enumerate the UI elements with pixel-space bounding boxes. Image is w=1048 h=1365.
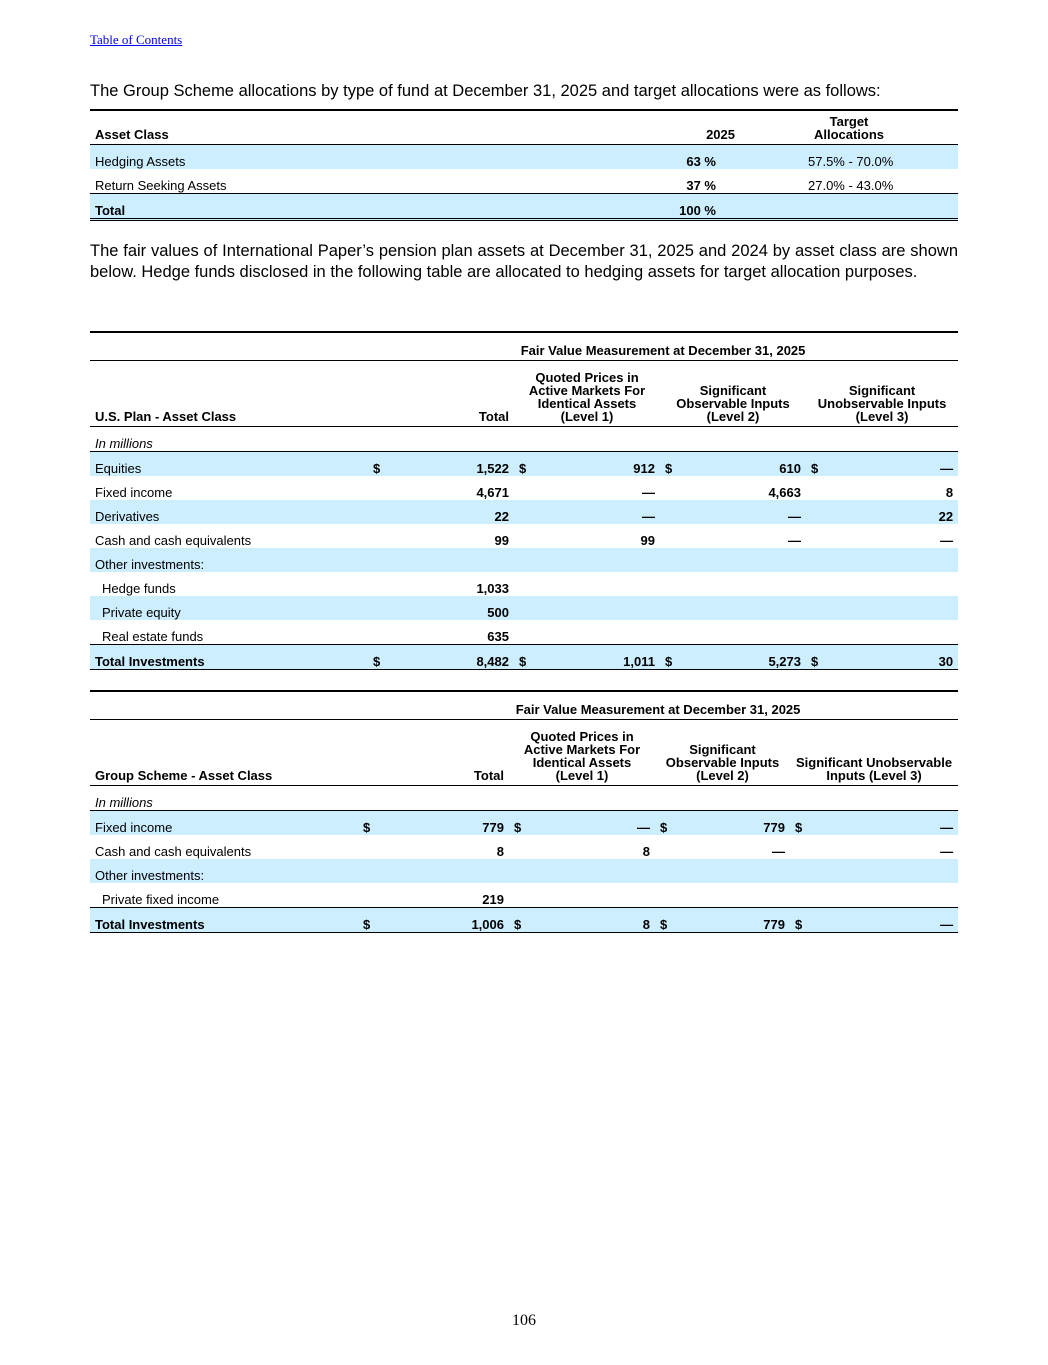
row-value: 8	[945, 485, 954, 500]
row-value: 8	[642, 844, 650, 859]
row-value	[700, 548, 806, 572]
allocation-intro: The Group Scheme allocations by type of fund at December 31, 2025 and target allocations were as follows:	[90, 82, 881, 100]
header-level-3: Significant Unobservable Inputs (Level 3)	[790, 720, 958, 786]
currency-symbol	[514, 476, 554, 500]
currency-symbol	[509, 835, 549, 859]
currency-symbol	[660, 596, 700, 620]
row-value: —	[549, 811, 655, 836]
table-row	[90, 452, 958, 477]
row-value: —	[788, 533, 801, 548]
currency-symbol	[368, 500, 408, 524]
row-value	[695, 883, 790, 908]
currency-symbol	[660, 548, 700, 572]
row-value: 610	[700, 452, 806, 477]
row-label: Private fixed income	[102, 892, 220, 907]
row-label: Cash and cash equivalents	[95, 533, 252, 548]
currency-symbol	[790, 883, 830, 908]
currency-symbol	[806, 548, 846, 572]
currency-symbol	[660, 500, 700, 524]
row-value: 8	[549, 908, 655, 933]
currency-symbol	[368, 572, 408, 596]
currency-symbol	[655, 835, 695, 859]
row-value: —	[830, 908, 958, 933]
units-label: In millions	[90, 786, 958, 811]
currency-symbol	[514, 572, 554, 596]
row-value	[830, 859, 958, 883]
row-value: 5,273	[700, 645, 806, 670]
row-value	[846, 548, 958, 572]
currency-symbol: $	[790, 908, 830, 933]
row-value: 22	[846, 500, 958, 524]
currency-symbol: $	[358, 811, 398, 836]
header-2025: 2025	[630, 110, 740, 145]
row-label: Hedging Assets	[90, 145, 630, 170]
row-value	[554, 620, 660, 645]
row-target-value: 57.5% - 70.0%	[740, 145, 958, 170]
currency-symbol	[655, 883, 695, 908]
header-level-1: Quoted Prices in Active Markets For Identical Assets (Level 1)	[514, 361, 660, 427]
currency-symbol: $	[368, 645, 408, 670]
row-target-value	[740, 194, 958, 220]
currency-symbol: $	[368, 452, 408, 477]
currency-symbol	[358, 883, 398, 908]
table-row	[90, 145, 958, 170]
row-value: 8,482	[408, 645, 514, 670]
currency-symbol	[514, 548, 554, 572]
currency-symbol: $	[806, 452, 846, 477]
row-label: Equities	[90, 452, 368, 477]
currency-symbol	[806, 596, 846, 620]
header-asset-class: U.S. Plan - Asset Class	[90, 361, 368, 427]
row-value: 1,522	[408, 452, 514, 477]
row-value: 779	[398, 811, 509, 836]
row-value	[549, 883, 655, 908]
row-label: Real estate funds	[102, 629, 204, 644]
row-2025-value: 100 %	[630, 194, 740, 220]
table-row	[90, 572, 958, 596]
table-row	[90, 908, 958, 933]
currency-symbol: $	[655, 908, 695, 933]
currency-symbol	[806, 476, 846, 500]
currency-symbol: $	[358, 908, 398, 933]
currency-symbol: $	[514, 645, 554, 670]
row-value: —	[772, 844, 785, 859]
fair-value-intro: The fair values of International Paper’s pension plan assets at December 31, 2025 and 2024 by asset class are shown below. Hedge funds disclosed in the following table are allocated to hedging assets for target allocation purposes.	[90, 242, 958, 281]
currency-symbol: $	[790, 811, 830, 836]
row-label: Total Investments	[90, 645, 368, 670]
header-level-1: Quoted Prices in Active Markets For Identical Assets (Level 1)	[509, 720, 655, 786]
currency-symbol	[655, 859, 695, 883]
row-value	[846, 620, 958, 645]
header-level-3: Significant Unobservable Inputs (Level 3)	[806, 361, 958, 427]
row-value: 1,006	[398, 908, 509, 933]
currency-symbol	[358, 859, 398, 883]
row-value: 779	[695, 908, 790, 933]
currency-symbol	[368, 548, 408, 572]
header-total: Total	[368, 361, 514, 427]
currency-symbol	[660, 524, 700, 548]
currency-symbol	[806, 620, 846, 645]
row-label: Derivatives	[90, 500, 368, 524]
header-asset-class: Asset Class	[90, 110, 630, 145]
currency-symbol: $	[514, 452, 554, 477]
row-value	[700, 620, 806, 645]
currency-symbol	[514, 620, 554, 645]
table-of-contents-link[interactable]: Table of Contents	[90, 32, 183, 47]
currency-symbol: $	[509, 908, 549, 933]
row-value: —	[554, 500, 660, 524]
currency-symbol	[790, 835, 830, 859]
row-value: —	[700, 500, 806, 524]
currency-symbol	[368, 476, 408, 500]
currency-symbol	[514, 524, 554, 548]
currency-symbol	[509, 859, 549, 883]
row-value: 219	[482, 892, 504, 907]
row-2025-value: 63 %	[630, 145, 740, 170]
table-row	[90, 548, 958, 572]
table-row	[90, 596, 958, 620]
row-value: 779	[695, 811, 790, 836]
table-row	[90, 476, 958, 500]
row-value	[846, 572, 958, 596]
page-number: 106	[512, 1312, 536, 1329]
currency-symbol	[509, 883, 549, 908]
row-value	[554, 572, 660, 596]
row-label: Other investments:	[90, 548, 368, 572]
header-level-2: Significant Observable Inputs (Level 2)	[655, 720, 790, 786]
row-value: —	[830, 811, 958, 836]
currency-symbol	[358, 835, 398, 859]
row-label: Return Seeking Assets	[95, 178, 227, 193]
row-label: Total Investments	[90, 908, 358, 933]
row-value	[830, 883, 958, 908]
row-value	[700, 596, 806, 620]
allocation-table	[90, 109, 958, 221]
table-row	[90, 835, 958, 859]
row-label: Hedge funds	[102, 581, 176, 596]
row-value: 99	[494, 533, 509, 548]
currency-symbol	[660, 572, 700, 596]
currency-symbol	[806, 524, 846, 548]
row-value: —	[940, 844, 954, 859]
currency-symbol	[790, 859, 830, 883]
currency-symbol	[368, 620, 408, 645]
currency-symbol: $	[660, 645, 700, 670]
header-asset-class: Group Scheme - Asset Class	[90, 720, 358, 786]
row-value: 22	[408, 500, 514, 524]
row-2025-value: 37 %	[686, 178, 716, 193]
row-label: Fixed income	[95, 485, 173, 500]
row-value: 4,671	[476, 485, 509, 500]
row-value: 4,663	[768, 485, 801, 500]
table-row	[90, 859, 958, 883]
row-label: Private equity	[90, 596, 368, 620]
table-row	[90, 169, 958, 194]
table-row	[90, 524, 958, 548]
row-value: 30	[846, 645, 958, 670]
header-target-allocations: Target Allocations	[740, 110, 958, 145]
table-row	[90, 500, 958, 524]
table-caption: Fair Value Measurement at December 31, 2025	[358, 691, 958, 720]
currency-symbol	[514, 500, 554, 524]
table-row	[90, 883, 958, 908]
currency-symbol: $	[806, 645, 846, 670]
currency-symbol: $	[655, 811, 695, 836]
row-value: 1,033	[476, 581, 509, 596]
table-row	[90, 620, 958, 645]
currency-symbol	[514, 596, 554, 620]
currency-symbol	[806, 572, 846, 596]
row-value: 1,011	[554, 645, 660, 670]
row-value: 635	[487, 629, 509, 644]
row-value: 99	[640, 533, 655, 548]
row-value: 8	[496, 844, 504, 859]
table-row	[90, 645, 958, 670]
row-value	[554, 596, 660, 620]
row-value	[695, 859, 790, 883]
row-value	[549, 859, 655, 883]
row-label: Other investments:	[90, 859, 358, 883]
us-plan-fair-value-table	[90, 331, 958, 670]
header-total: Total	[358, 720, 509, 786]
table-caption: Fair Value Measurement at December 31, 2025	[368, 332, 958, 361]
units-label: In millions	[90, 427, 958, 452]
currency-symbol	[660, 620, 700, 645]
currency-symbol	[368, 524, 408, 548]
table-row	[90, 194, 958, 220]
currency-symbol	[660, 476, 700, 500]
row-value	[408, 548, 514, 572]
row-value	[846, 596, 958, 620]
currency-symbol	[368, 596, 408, 620]
group-scheme-fair-value-table	[90, 690, 958, 933]
row-value	[554, 548, 660, 572]
row-value	[398, 859, 509, 883]
row-label: Fixed income	[90, 811, 358, 836]
row-value: —	[642, 485, 655, 500]
row-label: Cash and cash equivalents	[95, 844, 252, 859]
header-level-2: Significant Observable Inputs (Level 2)	[660, 361, 806, 427]
row-target-value: 27.0% - 43.0%	[808, 178, 894, 193]
currency-symbol: $	[509, 811, 549, 836]
currency-symbol	[806, 500, 846, 524]
row-value	[700, 572, 806, 596]
row-label: Total	[90, 194, 630, 220]
row-value: —	[940, 533, 954, 548]
table-row	[90, 811, 958, 836]
row-value: —	[846, 452, 958, 477]
row-value: 912	[554, 452, 660, 477]
row-value: 500	[408, 596, 514, 620]
currency-symbol: $	[660, 452, 700, 477]
